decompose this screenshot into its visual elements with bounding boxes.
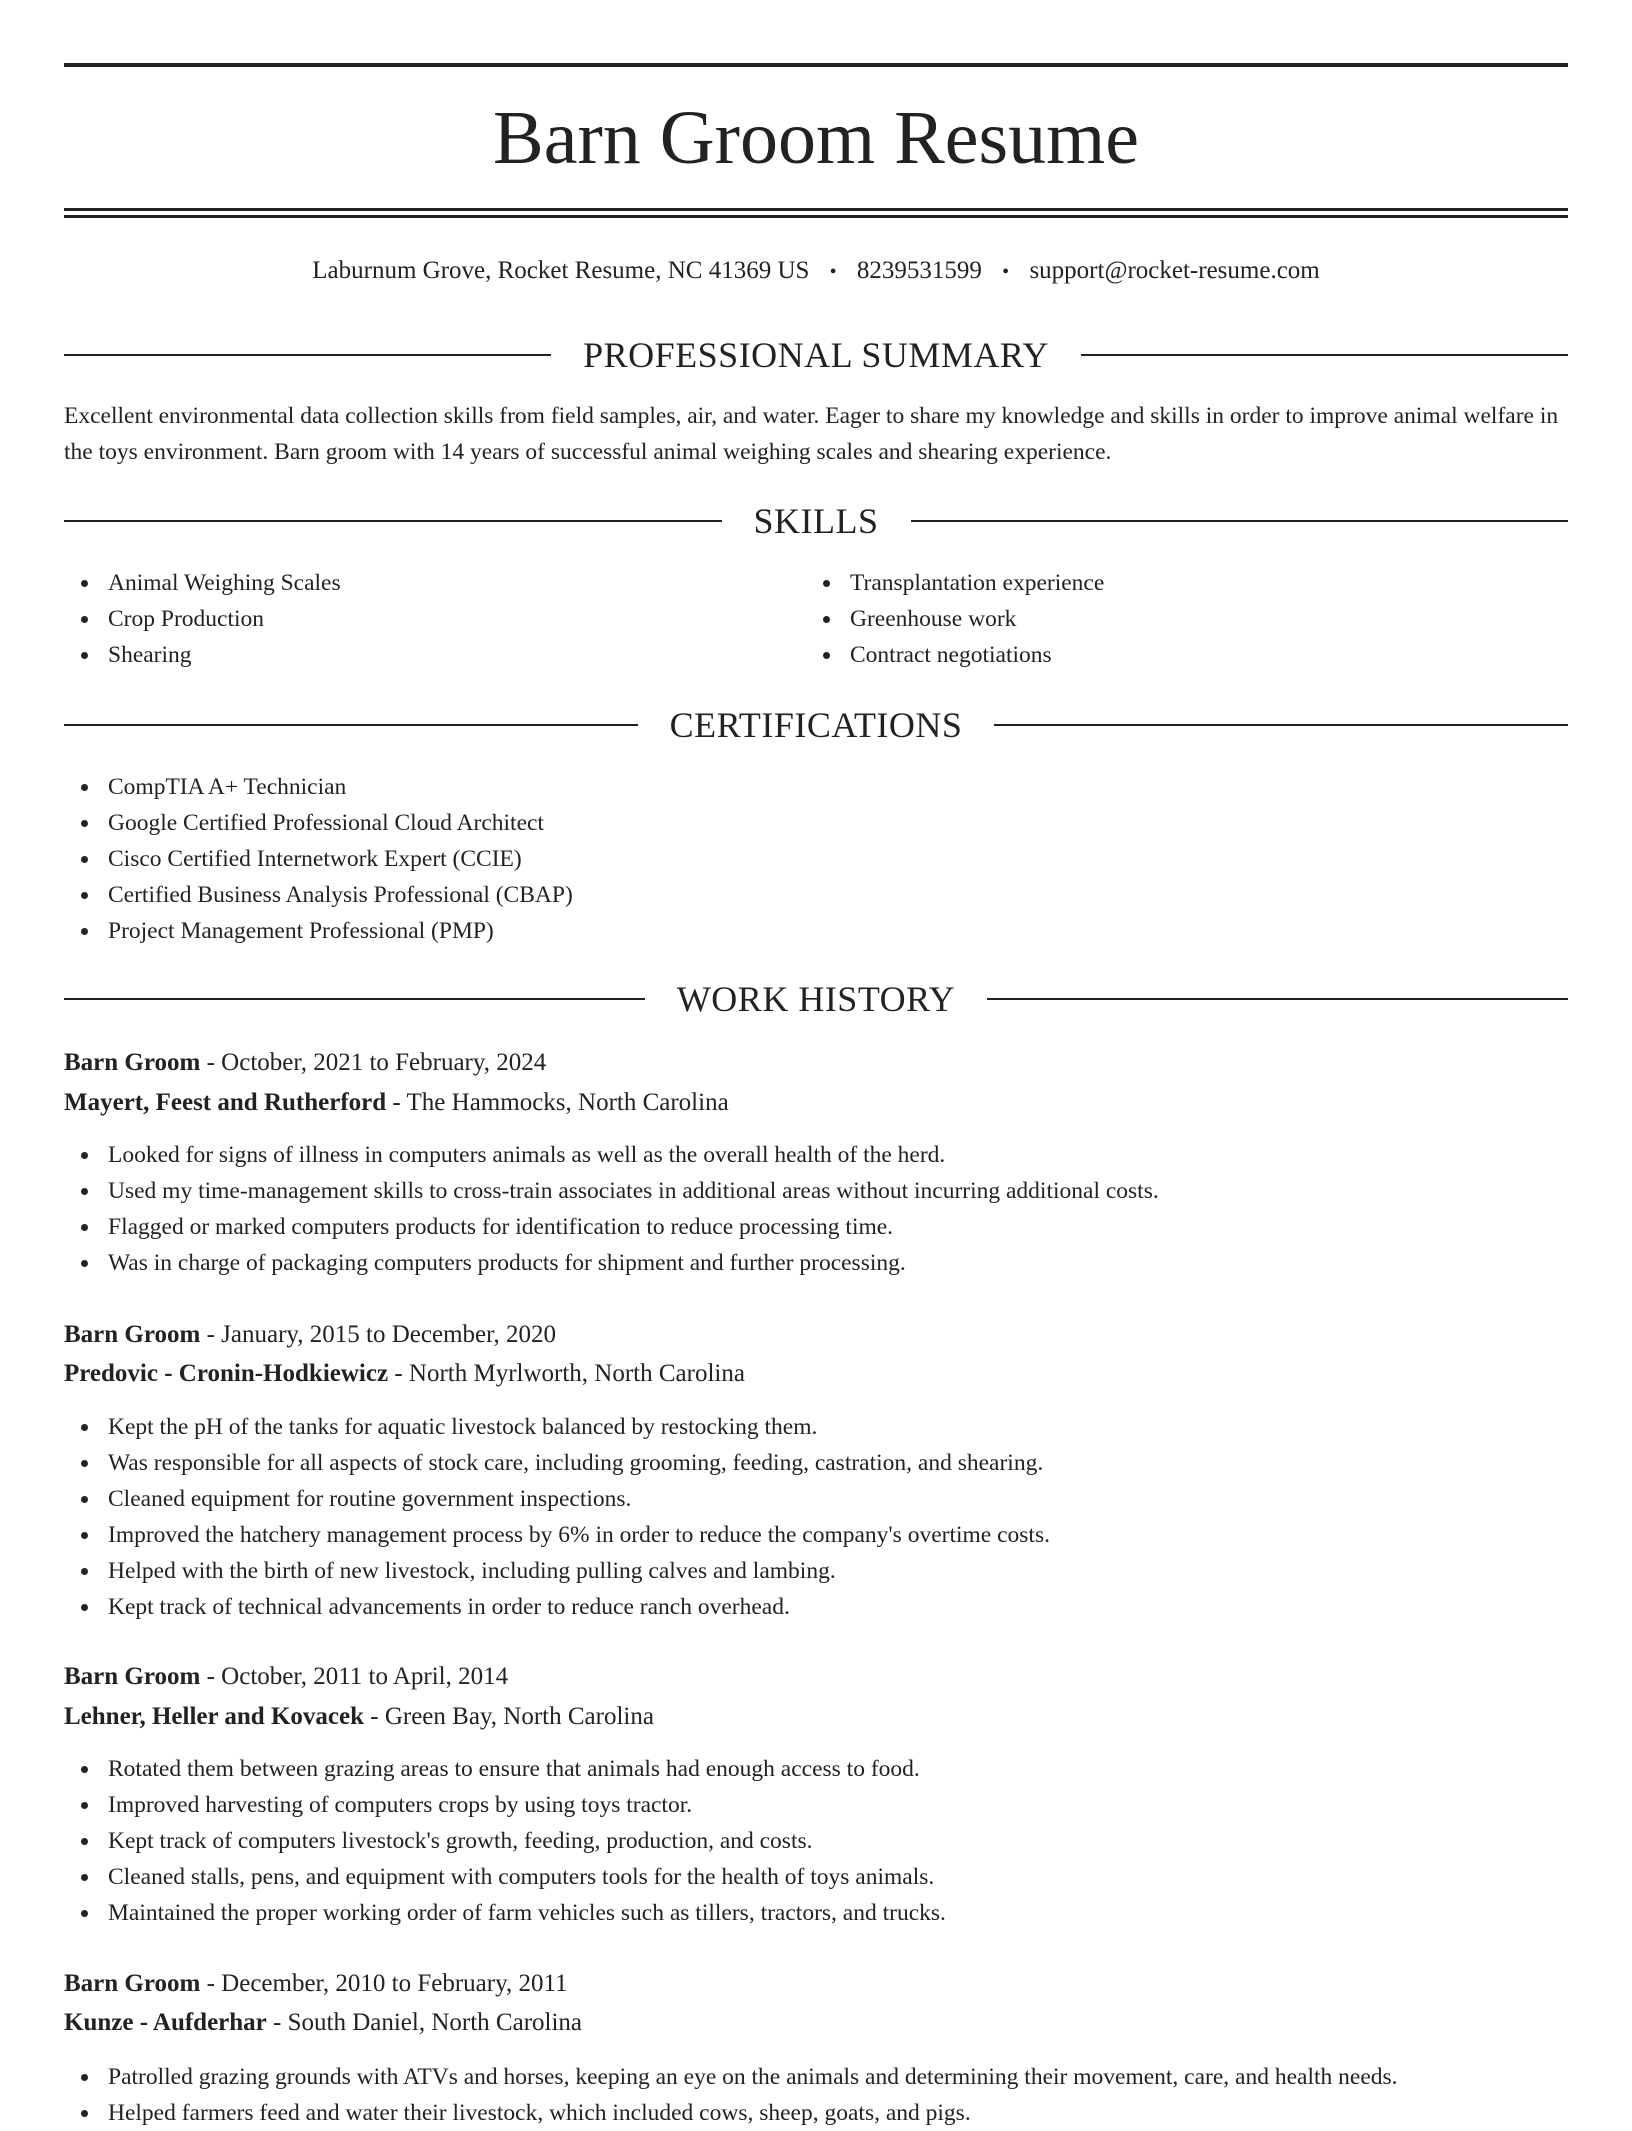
job-company: Kunze - Aufderhar	[64, 2009, 267, 2036]
heading-rule	[911, 520, 1569, 522]
skills-list-left	[64, 565, 804, 673]
job-dash: -	[386, 1089, 407, 1116]
job-bullet: Was responsible for all aspects of stock care, including grooming, feeding, castration, and shearing.	[64, 1445, 1568, 1481]
skill-item: Shearing	[64, 637, 804, 673]
job-location: The Hammocks, North Carolina	[406, 1089, 729, 1116]
job-location: North Myrlworth, North Carolina	[408, 1360, 745, 1387]
skill-item: Greenhouse work	[806, 601, 1546, 637]
certification-item: CompTIA A+ Technician	[64, 769, 1568, 805]
work-history-heading	[64, 979, 1568, 1019]
contact-separator: •	[829, 261, 837, 283]
job-title: Barn Groom	[64, 1663, 201, 1690]
skill-item: Crop Production	[64, 601, 804, 637]
title-double-rule	[64, 208, 1568, 218]
contact-separator: •	[1002, 261, 1010, 283]
skills-heading	[64, 501, 1568, 541]
heading-rule	[1081, 354, 1568, 356]
section-title: PROFESSIONAL SUMMARY	[583, 335, 1049, 375]
contact-address: Laburnum Grove, Rocket Resume, NC 41369 US	[312, 257, 810, 284]
job-dates: January, 2015 to December, 2020	[221, 1321, 556, 1348]
job-title-line	[64, 1966, 568, 2002]
job-company-line	[64, 1356, 745, 1392]
certification-item: Project Management Professional (PMP)	[64, 913, 1568, 949]
skill-item: Animal Weighing Scales	[64, 565, 804, 601]
job-bullet: Cleaned stalls, pens, and equipment with computers tools for the health of toys animals.	[64, 1859, 1568, 1895]
job-title: Barn Groom	[64, 1970, 201, 1997]
job-bullet: Improved harvesting of computers crops by using toys tractor.	[64, 1787, 1568, 1823]
heading-rule	[64, 354, 551, 356]
job-bullet: Helped with the birth of new livestock, including pulling calves and lambing.	[64, 1553, 1568, 1589]
skills-left-column	[64, 565, 804, 673]
section-title: WORK HISTORY	[676, 979, 956, 1019]
job-location: Green Bay, North Carolina	[384, 1703, 654, 1730]
section-title: SKILLS	[753, 501, 879, 541]
heading-rule	[64, 998, 645, 1000]
job-company-line	[64, 2005, 582, 2041]
job-title: Barn Groom	[64, 1049, 201, 1076]
job-dates: October, 2011 to April, 2014	[221, 1663, 509, 1690]
job-bullet: Rotated them between grazing areas to ensure that animals had enough access to food.	[64, 1751, 1568, 1787]
contact-phone: 8239531599	[856, 257, 982, 284]
heading-rule	[64, 520, 722, 522]
heading-rule	[987, 998, 1568, 1000]
job-bullet: Helped farmers feed and water their livestock, which included cows, sheep, goats, and pigs.	[64, 2095, 1568, 2131]
skills-right-column	[806, 565, 1546, 673]
heading-rule	[64, 724, 638, 726]
certification-item: Cisco Certified Internetwork Expert (CCIE)	[64, 841, 1568, 877]
job-bullet-list	[64, 1751, 1568, 1931]
job-location: South Daniel, North Carolina	[287, 2009, 583, 2036]
job-dash: -	[388, 1360, 409, 1387]
job-dash: -	[200, 1970, 222, 1997]
job-bullet: Looked for signs of illness in computers animals as well as the overall health of the herd.	[64, 1137, 1568, 1173]
heading-rule	[994, 724, 1568, 726]
certification-item: Certified Business Analysis Professional (CBAP)	[64, 877, 1568, 913]
job-bullets	[64, 2059, 1568, 2131]
resume-title: Barn Groom Resume	[493, 96, 1139, 180]
job-title-line	[64, 1659, 508, 1695]
job-dates: October, 2021 to February, 2024	[221, 1049, 547, 1076]
job-bullet-list	[64, 2059, 1568, 2131]
summary-heading	[64, 335, 1568, 375]
job-dash: -	[200, 1049, 222, 1076]
job-bullet: Maintained the proper working order of farm vehicles such as tillers, tractors, and trucks.	[64, 1895, 1568, 1931]
contact-info	[64, 254, 1568, 289]
job-bullets	[64, 1751, 1568, 1931]
job-title: Barn Groom	[64, 1321, 201, 1348]
skill-item: Transplantation experience	[806, 565, 1546, 601]
contact-email: support@rocket-resume.com	[1029, 257, 1320, 284]
job-title-line	[64, 1045, 546, 1081]
skills-list-right	[806, 565, 1546, 673]
certifications-heading	[64, 705, 1568, 745]
job-bullet: Patrolled grazing grounds with ATVs and horses, keeping an eye on the animals and determining their movement, care, and health needs.	[64, 2059, 1568, 2095]
certification-item: Google Certified Professional Cloud Architect	[64, 805, 1568, 841]
summary-text: Excellent environmental data collection skills from field samples, air, and water. Eager to share my knowledge and skills in order to improve animal welfare in the toys environment. Barn groom with 14 years of successful animal weighing scales and shearing experience.	[64, 403, 1559, 465]
skill-item: Contract negotiations	[806, 637, 1546, 673]
job-dash: -	[200, 1663, 222, 1690]
job-company-line	[64, 1699, 654, 1735]
job-bullet: Used my time-management skills to cross-train associates in additional areas without incurring additional costs.	[64, 1173, 1568, 1209]
section-title: CERTIFICATIONS	[669, 705, 963, 745]
certifications-column	[64, 769, 1568, 949]
job-bullet-list	[64, 1137, 1568, 1281]
certifications-list	[64, 769, 1568, 949]
job-dash: -	[364, 1703, 385, 1730]
job-bullet: Cleaned equipment for routine government inspections.	[64, 1481, 1568, 1517]
job-company: Mayert, Feest and Rutherford	[64, 1089, 387, 1116]
job-bullet: Improved the hatchery management process by 6% in order to reduce the company's overtime costs.	[64, 1517, 1568, 1553]
job-bullet: Kept track of technical advancements in order to reduce ranch overhead.	[64, 1589, 1568, 1625]
job-bullet: Was in charge of packaging computers products for shipment and further processing.	[64, 1245, 1568, 1281]
job-company: Lehner, Heller and Kovacek	[64, 1703, 364, 1730]
job-dash: -	[266, 2009, 288, 2036]
job-company-line	[64, 1085, 729, 1121]
job-title-line	[64, 1317, 556, 1353]
job-bullet-list	[64, 1409, 1568, 1625]
job-dash: -	[200, 1321, 222, 1348]
job-bullet: Kept track of computers livestock's growth, feeding, production, and costs.	[64, 1823, 1568, 1859]
job-bullets	[64, 1409, 1568, 1625]
job-dates: December, 2010 to February, 2011	[221, 1970, 568, 1997]
top-rule	[64, 63, 1568, 67]
job-company: Predovic - Cronin-Hodkiewicz	[64, 1360, 389, 1387]
job-bullet: Flagged or marked computers products for identification to reduce processing time.	[64, 1209, 1568, 1245]
job-bullets	[64, 1137, 1568, 1281]
job-bullet: Kept the pH of the tanks for aquatic livestock balanced by restocking them.	[64, 1409, 1568, 1445]
